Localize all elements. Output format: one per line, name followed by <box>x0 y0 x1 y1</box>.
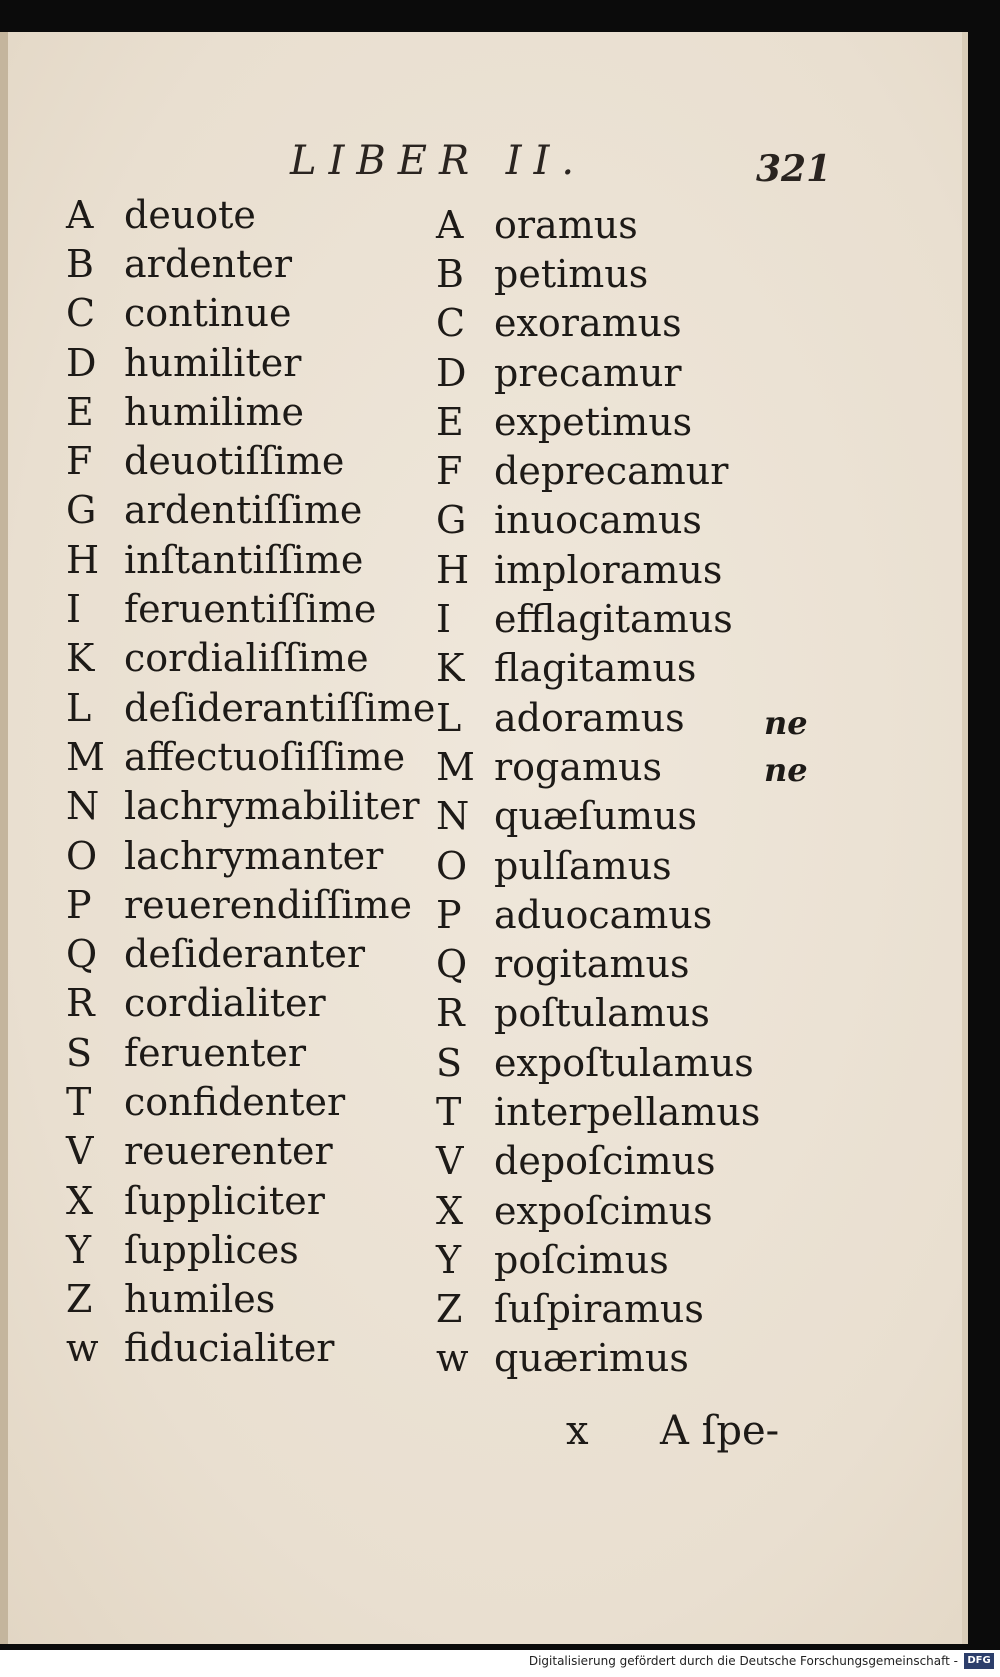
entry-letter: K <box>66 636 95 681</box>
entry-row <box>66 436 435 485</box>
entry-row <box>436 989 760 1038</box>
entry-row <box>436 594 760 643</box>
entry-word: humiliter <box>124 340 302 385</box>
entry-row <box>436 545 760 594</box>
entry-letter: B <box>66 241 94 286</box>
entry-letter: D <box>436 350 467 395</box>
page-gutter <box>0 32 8 1644</box>
entry-row <box>66 782 435 831</box>
entry-word: lachrymabiliter <box>124 784 420 829</box>
entry-row <box>66 979 435 1028</box>
entry-word: petimus <box>494 251 649 296</box>
entry-word: reuerenter <box>124 1129 333 1174</box>
entry-word: expoſtulamus <box>494 1040 754 1085</box>
entry-letter: H <box>66 537 100 582</box>
entry-word: feruenter <box>124 1030 307 1075</box>
entry-row <box>66 1028 435 1077</box>
entry-row <box>436 299 760 348</box>
entry-letter: A <box>66 192 94 237</box>
entry-letter: M <box>436 744 475 789</box>
entry-word: depoſcimus <box>494 1139 716 1184</box>
entry-row <box>436 1186 760 1235</box>
entry-letter: P <box>436 892 462 937</box>
entry-word: efflagitamus <box>494 597 733 642</box>
entry-row <box>66 486 435 535</box>
entry-letter: I <box>66 587 82 632</box>
entry-word: fiducialiter <box>124 1326 335 1371</box>
entry-row <box>66 1275 435 1324</box>
entry-word: exoramus <box>494 301 682 346</box>
entry-row <box>66 1127 435 1176</box>
entry-word: inſtantiſſime <box>124 537 364 582</box>
entry-row <box>66 239 435 288</box>
entry-word: adoramus <box>494 695 685 740</box>
entry-row <box>66 683 435 732</box>
entry-word: expoſcimus <box>494 1188 713 1233</box>
entry-letter: G <box>66 488 97 533</box>
entry-letter: C <box>436 301 466 346</box>
signature-mark: x <box>566 1408 589 1454</box>
entry-word: interpellamus <box>494 1089 761 1134</box>
entry-letter: N <box>436 794 470 839</box>
entry-word: deuote <box>124 192 256 237</box>
entry-word: cordialiſſime <box>124 636 369 681</box>
entry-letter: X <box>66 1178 94 1223</box>
entry-word: rogamus <box>494 744 663 789</box>
entry-letter: C <box>66 291 96 336</box>
entry-row <box>436 348 760 397</box>
entry-letter: Y <box>436 1237 462 1282</box>
entry-row <box>66 634 435 683</box>
entry-word: quæſumus <box>494 794 698 839</box>
entry-letter: w <box>66 1326 99 1371</box>
entry-row <box>66 584 435 633</box>
entry-word: aduocamus <box>494 892 713 937</box>
entry-row <box>66 831 435 880</box>
entry-row <box>66 929 435 978</box>
entry-letter: E <box>436 399 464 444</box>
entry-word: reuerendiſſime <box>124 882 413 927</box>
entry-row <box>436 890 760 939</box>
entry-word: inuocamus <box>494 498 702 543</box>
page-number: 321 <box>756 148 832 190</box>
entry-letter: A <box>436 202 464 247</box>
entry-row <box>436 742 760 791</box>
entry-row <box>436 792 760 841</box>
entry-row <box>66 1324 435 1373</box>
entry-letter: I <box>436 597 452 642</box>
entry-letter: D <box>66 340 97 385</box>
entry-word: flagitamus <box>494 646 697 691</box>
entry-row <box>436 693 760 742</box>
entry-row <box>66 1077 435 1126</box>
entry-letter: L <box>436 695 462 740</box>
entry-letter: Y <box>66 1227 92 1272</box>
entry-word: deuotiſſime <box>124 439 345 484</box>
entry-word: precamur <box>494 350 682 395</box>
entry-row <box>436 1087 760 1136</box>
entry-word: deprecamur <box>494 449 729 494</box>
entry-letter: V <box>66 1129 94 1174</box>
entry-letter: E <box>66 389 94 434</box>
entry-word: feruentiſſime <box>124 587 377 632</box>
entry-letter: T <box>66 1079 92 1124</box>
entry-row <box>66 338 435 387</box>
entry-letter: Q <box>66 932 98 977</box>
entry-letter: R <box>436 991 465 1036</box>
margin-note: ne <box>764 704 808 742</box>
entry-letter: X <box>436 1188 464 1233</box>
entry-row <box>436 1334 760 1383</box>
entry-letter: V <box>436 1139 464 1184</box>
entry-letter: S <box>66 1030 93 1075</box>
entry-word: imploramus <box>494 547 723 592</box>
entry-row <box>436 939 760 988</box>
entry-word: affectuoſiſſime <box>124 734 406 779</box>
entry-letter: Q <box>436 942 468 987</box>
entry-row <box>436 1235 760 1284</box>
entry-row <box>436 397 760 446</box>
entry-row <box>66 190 435 239</box>
entry-word: continue <box>124 291 292 336</box>
entry-letter: M <box>66 734 105 779</box>
entry-row <box>436 249 760 298</box>
entry-word: expetimus <box>494 399 693 444</box>
left-column-list <box>66 190 435 1373</box>
running-title: LIBER II. <box>290 138 587 184</box>
entry-row <box>436 644 760 693</box>
entry-letter: w <box>436 1336 469 1381</box>
entry-word: poſtulamus <box>494 991 710 1036</box>
entry-letter: S <box>436 1040 463 1085</box>
entry-row <box>66 732 435 781</box>
entry-row <box>66 535 435 584</box>
entry-word: confidenter <box>124 1079 346 1124</box>
catchword: A ſpe- <box>660 1408 780 1454</box>
entry-letter: Z <box>436 1287 463 1332</box>
entry-word: ardentiſſime <box>124 488 363 533</box>
entry-row <box>436 496 760 545</box>
entry-row <box>436 446 760 495</box>
entry-word: ſuppliciter <box>124 1178 325 1223</box>
entry-row <box>66 289 435 338</box>
entry-letter: L <box>66 685 92 730</box>
entry-row <box>66 1225 435 1274</box>
margin-note: ne <box>764 751 808 789</box>
entry-word: lachrymanter <box>124 833 384 878</box>
entry-word: ſuſpiramus <box>494 1287 704 1332</box>
entry-row <box>436 1038 760 1087</box>
entry-letter: N <box>66 784 100 829</box>
entry-row <box>66 1176 435 1225</box>
entry-letter: B <box>436 251 464 296</box>
entry-letter: O <box>436 843 468 888</box>
entry-row <box>66 387 435 436</box>
right-column-list <box>436 200 760 1383</box>
entry-letter: G <box>436 498 467 543</box>
entry-word: deſideranter <box>124 932 366 977</box>
entry-row <box>436 841 760 890</box>
entry-row <box>436 1137 760 1186</box>
entry-row <box>66 880 435 929</box>
entry-letter: F <box>66 439 93 484</box>
entry-letter: H <box>436 547 470 592</box>
entry-word: humilime <box>124 389 304 434</box>
entry-letter: O <box>66 833 98 878</box>
entry-word: poſcimus <box>494 1237 669 1282</box>
entry-row <box>436 200 760 249</box>
entry-word: quærimus <box>494 1336 689 1381</box>
entry-word: deſiderantiſſime <box>124 685 436 730</box>
entry-word: ſupplices <box>124 1227 299 1272</box>
entry-row <box>436 1285 760 1334</box>
entry-letter: R <box>66 981 95 1026</box>
entry-word: humiles <box>124 1277 276 1322</box>
entry-word: ardenter <box>124 241 293 286</box>
entry-word: rogitamus <box>494 942 690 987</box>
entry-word: oramus <box>494 202 638 247</box>
dfg-logo: DFG <box>964 1653 994 1669</box>
entry-letter: Z <box>66 1277 93 1322</box>
entry-letter: P <box>66 882 92 927</box>
footer-credit: Digitalisierung gefördert durch die Deutsche Forschungsgemeinschaft - <box>528 1654 958 1668</box>
entry-letter: K <box>436 646 465 691</box>
entry-letter: T <box>436 1089 462 1134</box>
entry-word: pulſamus <box>494 843 672 888</box>
entry-word: cordialiter <box>124 981 326 1026</box>
entry-letter: F <box>436 449 463 494</box>
